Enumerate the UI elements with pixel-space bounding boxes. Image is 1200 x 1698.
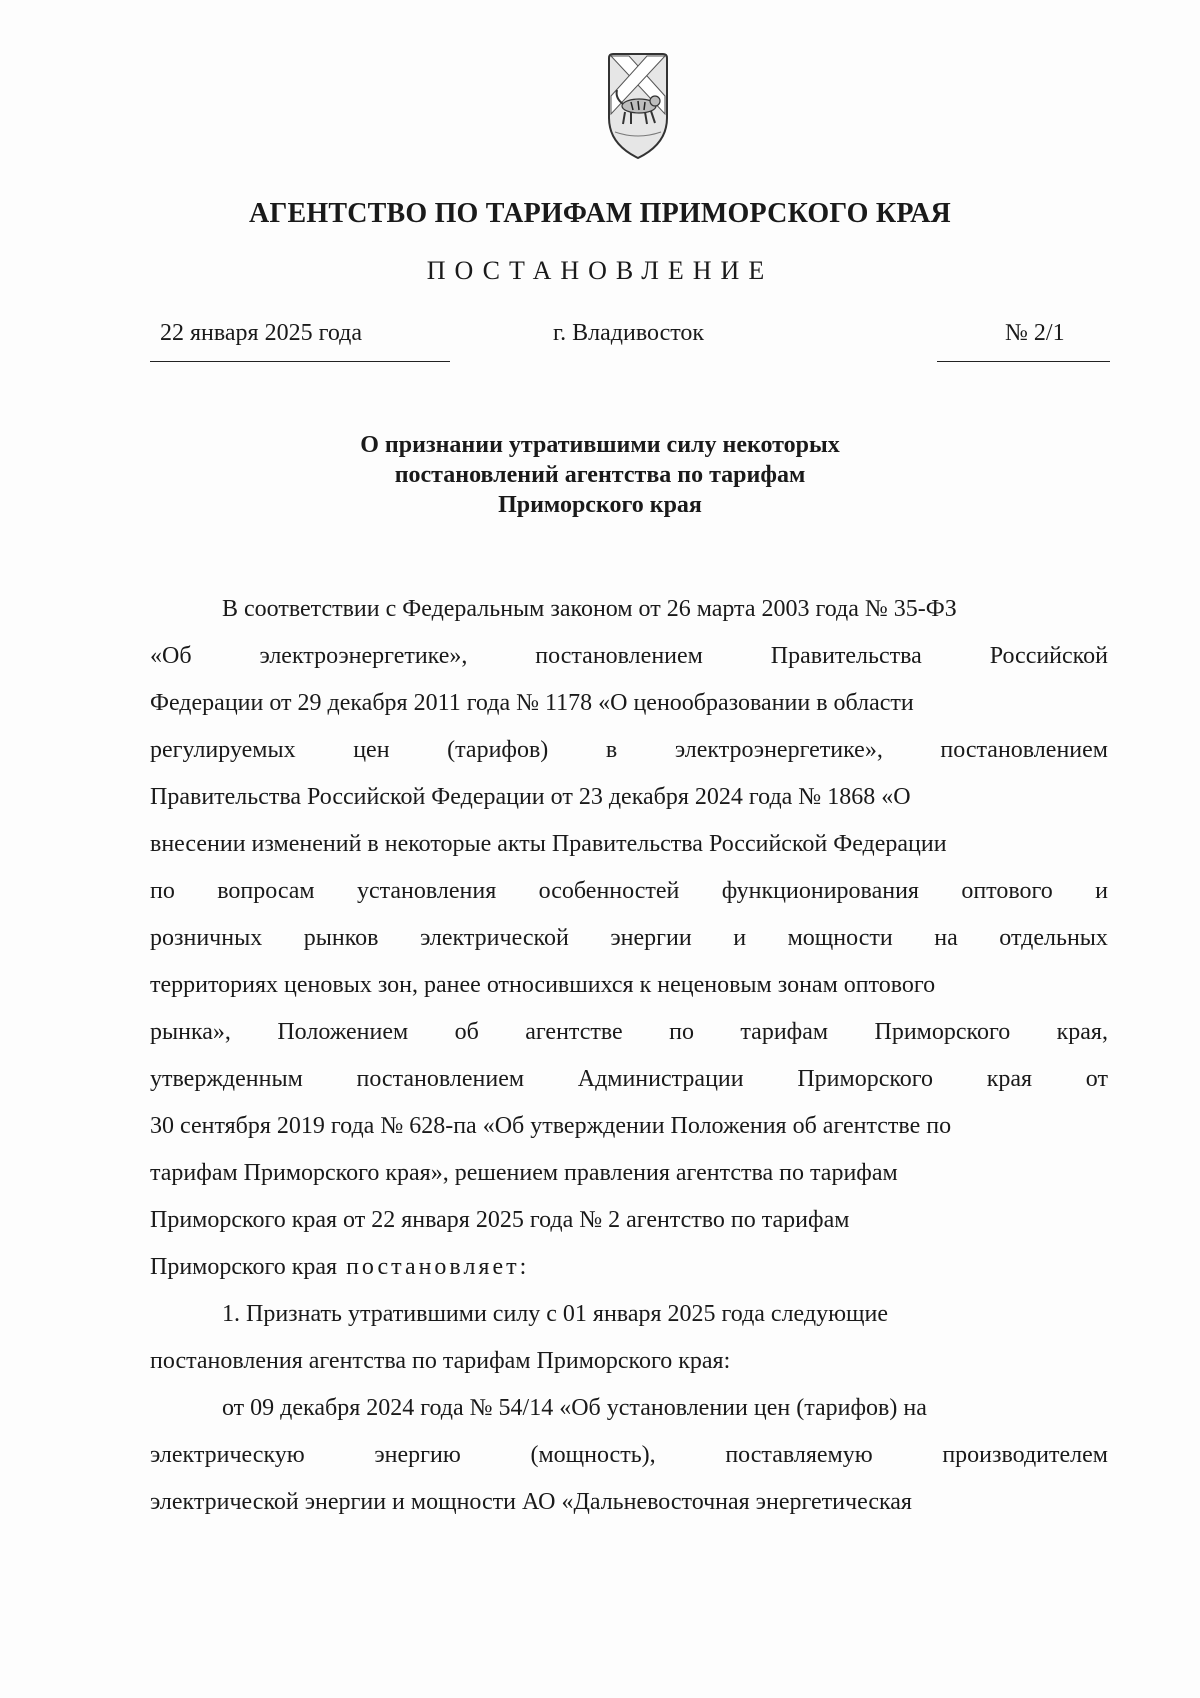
body-word: по: [150, 878, 175, 904]
body-word: тарифам Приморского края», решением правления агентства по тарифам: [150, 1160, 898, 1186]
body-word: (тарифов): [447, 737, 549, 763]
body-word: Приморского: [797, 1066, 934, 1092]
body-line: [150, 923, 1108, 970]
body-word: электрической энергии и мощности АО «Дальневосточная энергетическая: [150, 1489, 912, 1515]
body-word: на: [934, 925, 958, 951]
body-line: [150, 1393, 1108, 1440]
title-line: постановлений агентства по тарифам: [394, 462, 806, 488]
body-word: электроэнергетике»,: [259, 643, 468, 669]
body-line: [150, 829, 1108, 876]
body-line: [150, 1299, 1108, 1346]
body-word: «Об: [150, 643, 192, 669]
body-word: вопросам: [217, 878, 315, 904]
body-word: регулируемых: [150, 737, 296, 763]
body-word: (мощность),: [530, 1442, 656, 1468]
document-type: ПОСТАНОВЛЕНИЕ: [426, 256, 774, 285]
body-word: внесении изменений в некоторые акты Правительства Российской Федерации: [150, 831, 947, 857]
body-word: установления: [356, 878, 497, 904]
document-number: № 2/1: [1005, 320, 1065, 346]
body-word: от: [1085, 1066, 1108, 1092]
body-word: и: [733, 925, 747, 951]
document-date: 22 января 2025 года: [160, 320, 363, 346]
body-word: электрическую: [150, 1442, 305, 1468]
body-word: постановления агентства по тарифам Приморского края:: [150, 1348, 731, 1374]
body-word: территориях ценовых зон, ранее относившихся к неценовым зонам оптового: [150, 972, 936, 998]
body-word: в: [605, 737, 618, 763]
body-line: [150, 1064, 1108, 1111]
body-word: особенностей: [538, 878, 680, 904]
body-line: [150, 688, 1108, 735]
document-title: [0, 430, 1200, 520]
body-word: Российской: [989, 643, 1108, 669]
body-word: энергию: [374, 1442, 461, 1468]
decree-keyword: постановляет:: [337, 1254, 530, 1280]
body-word: постановлением: [356, 1066, 525, 1092]
body-line: [150, 1346, 1108, 1393]
body-word: отдельных: [999, 925, 1108, 951]
body-line: [150, 1158, 1108, 1205]
body-line: [150, 1252, 1108, 1299]
body-word: цен: [353, 737, 390, 763]
body-word: Правительства: [770, 643, 922, 669]
body-word: и: [1095, 878, 1108, 904]
coat-of-arms-icon: [601, 40, 675, 162]
document-city: г. Владивосток: [553, 320, 705, 346]
body-word: мощности: [787, 925, 893, 951]
body-word: Приморского края: [150, 1254, 338, 1280]
body-word: постановлением: [940, 737, 1108, 763]
body-word: Федерации от 29 декабря 2011 года № 1178 «О ценообразовании в области: [150, 690, 914, 716]
body-line: [150, 1205, 1108, 1252]
body-word: агентстве: [525, 1019, 623, 1045]
body-word: энергии: [610, 925, 692, 951]
body-word: поставляемую: [725, 1442, 873, 1468]
body-word: Администрации: [577, 1066, 744, 1092]
body-word: Приморского: [874, 1019, 1011, 1045]
body-line: [150, 594, 1108, 641]
body-word: Приморского края от 22 января 2025 года № 2 агентство по тарифам: [150, 1207, 850, 1233]
body-line: [150, 970, 1108, 1017]
body-word: электроэнергетике»,: [674, 737, 883, 763]
body-word: утвержденным: [150, 1066, 303, 1092]
body-word: Положением: [277, 1019, 409, 1045]
body-line: [150, 1017, 1108, 1064]
body-line: [150, 735, 1108, 782]
body-word: рынка»,: [150, 1019, 231, 1045]
body-word: рынков: [303, 925, 379, 951]
body-word: тарифам: [740, 1019, 829, 1045]
body-line: [150, 1487, 1108, 1534]
date-underline: [150, 361, 450, 362]
body-word: производителем: [942, 1442, 1108, 1468]
body-word: розничных: [150, 925, 263, 951]
body-line: [150, 782, 1108, 829]
body-line: [150, 876, 1108, 923]
body-word: функционирования: [721, 878, 919, 904]
body-word: Правительства Российской Федерации от 23 декабря 2024 года № 1868 «О: [150, 784, 911, 810]
document-body: [150, 594, 1108, 1534]
body-word: от 09 декабря 2024 года № 54/14 «Об установлении цен (тарифов) на: [222, 1395, 927, 1421]
title-line: Приморского края: [498, 492, 702, 518]
body-word: оптового: [961, 878, 1053, 904]
body-word: об: [454, 1019, 479, 1045]
title-line: О признании утратившими силу некоторых: [360, 432, 840, 458]
body-word: 30 сентября 2019 года № 628-па «Об утверждении Положения об агентстве по: [150, 1113, 952, 1139]
agency-name: АГЕНТСТВО ПО ТАРИФАМ ПРИМОРСКОГО КРАЯ: [249, 198, 951, 229]
body-word: по: [669, 1019, 694, 1045]
body-word: 1. Признать утратившими силу с 01 января 2025 года следующие: [222, 1301, 889, 1327]
body-line: [150, 1111, 1108, 1158]
body-word: края: [986, 1066, 1033, 1092]
body-word: постановлением: [535, 643, 703, 669]
number-underline: [937, 361, 1110, 362]
body-word: электрической: [420, 925, 569, 951]
body-word: края,: [1056, 1019, 1108, 1045]
body-line: [150, 641, 1108, 688]
body-line: [150, 1440, 1108, 1487]
body-word: В соответствии с Федеральным законом от 26 марта 2003 года № 35-ФЗ: [222, 596, 957, 622]
